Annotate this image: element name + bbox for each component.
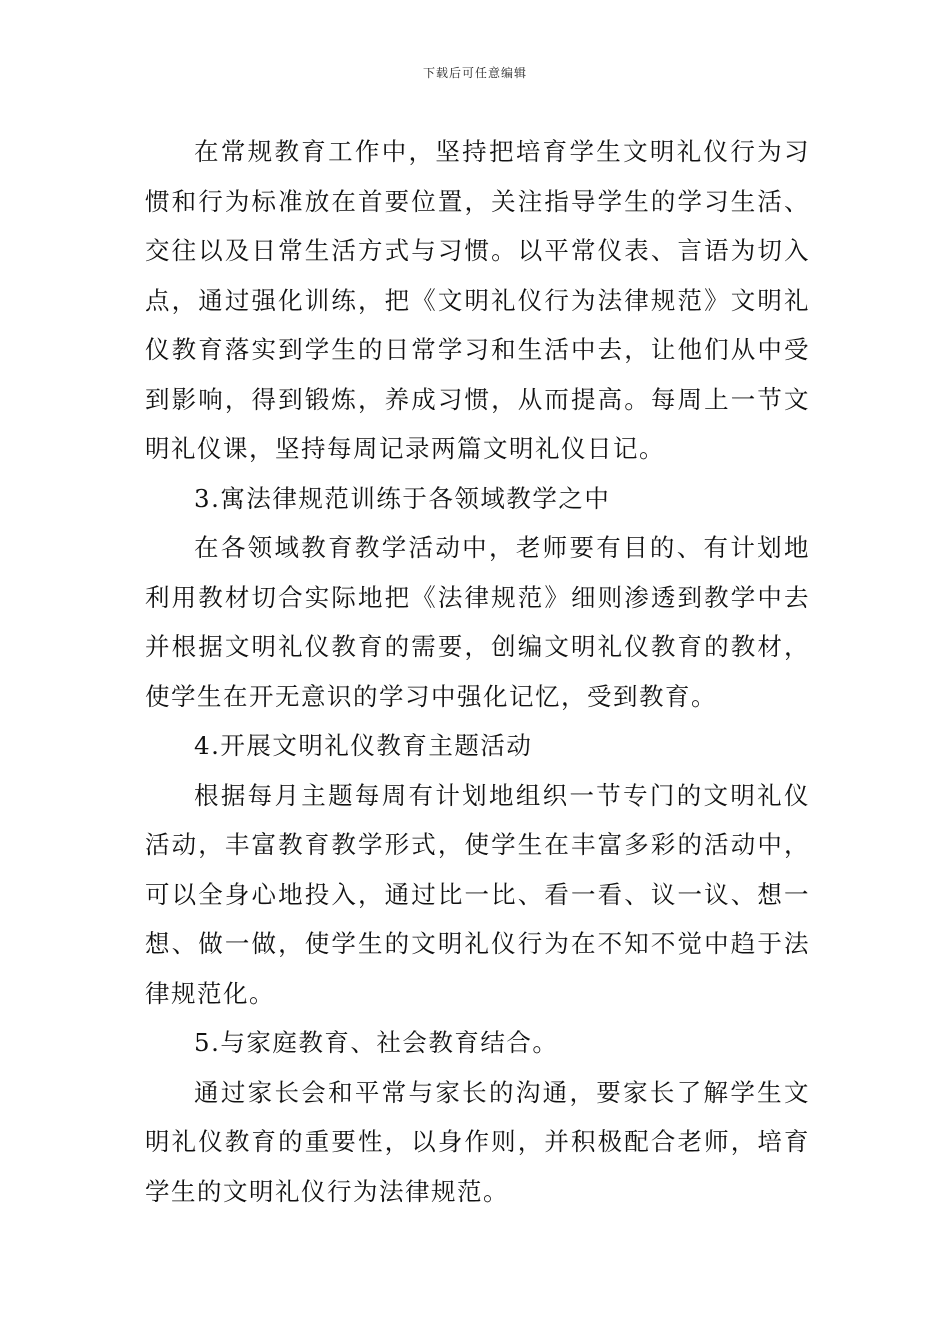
document-body [145, 127, 810, 1216]
section-heading-3: 3.寓法律规范训练于各领域教学之中 [194, 483, 611, 513]
section-heading-5: 5.与家庭教育、社会教育结合。 [194, 1028, 559, 1057]
paragraph-etiquette-habits: 在常规教育工作中，坚持把培育学生文明礼仪行为习惯和行为标准放在首要位置，关注指导学生的学习生活、交往以及日常生活方式与习惯。以平常仪表、言语为切入点，通过强化训练，把《文明礼仪行为法律规范》文明礼仪教育落实到学生的日常学习和生活中去，让他们从中受到影响，得到锻炼，养成习惯，从而提高。每周上一节文明礼仪课，坚持每周记录两篇文明礼仪日记。 [145, 137, 810, 463]
paragraph-theme-activities: 根据每月主题每周有计划地组织一节专门的文明礼仪活动，丰富教育教学形式，使学生在丰富多彩的活动中，可以全身心地投入，通过比一比、看一看、议一议、想一想、做一做，使学生的文明礼仪行为在不知不觉中趋于法律规范化。 [145, 780, 810, 1008]
paragraph-teaching-integration: 在各领域教育教学活动中，老师要有目的、有计划地利用教材切合实际地把《法律规范》细则渗透到教学中去并根据文明礼仪教育的需要，创编文明礼仪教育的教材，使学生在开无意识的学习中强化记忆，受到教育。 [145, 533, 810, 711]
section-heading-4: 4.开展文明礼仪教育主题活动 [194, 731, 533, 760]
paragraph-family-education: 通过家长会和平常与家长的沟通，要家长了解学生文明礼仪教育的重要性，以身作则，并积极配合老师，培育学生的文明礼仪行为法律规范。 [145, 1077, 810, 1206]
page-header-note: 下载后可任意编辑 [422, 66, 527, 80]
